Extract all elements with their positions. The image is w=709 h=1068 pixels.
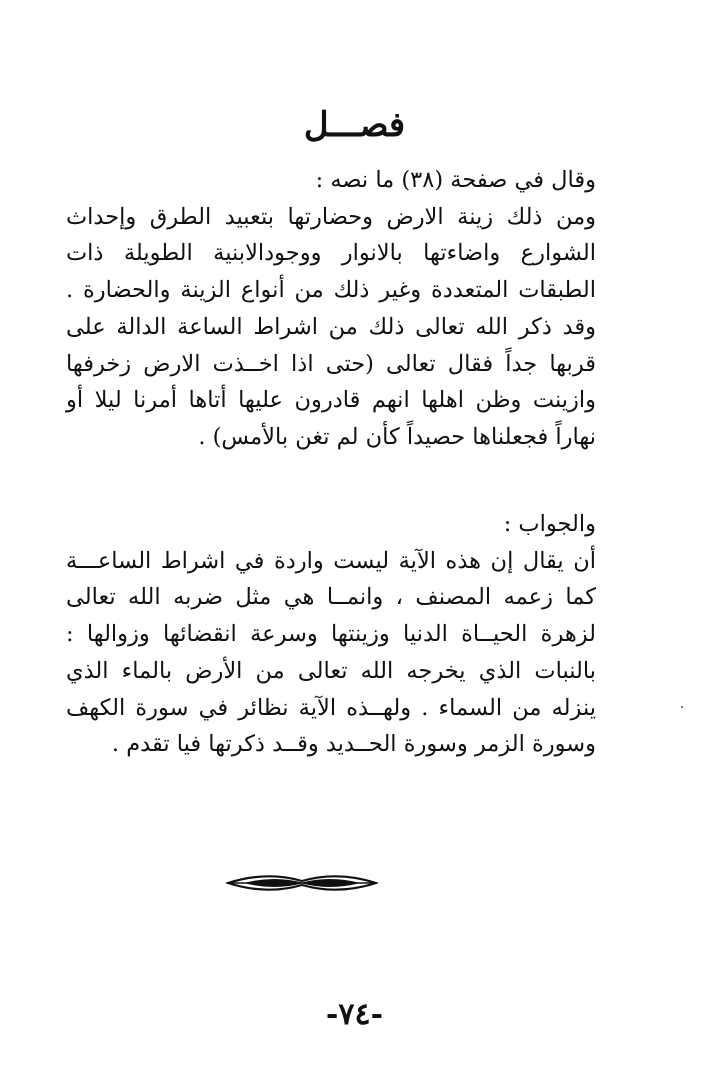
section-heading: فصـــل — [303, 105, 406, 145]
page-number: -٧٤- — [325, 997, 384, 1032]
answer-paragraph: أن يقال إن هذه الآية ليست واردة في اشراط الساعـــة كما زعمه المصنف ، وانمــا هي مثل ضربه الله تعالى لزهرة الحيــاة الدنيا وزينتها وسرعة انقضائها وزوالها : بالنبات الذي يخرجه الله تعالى من الأرض بالماء الذي ينزله من السماء . ولهــذه الآية نظائر في سورة الكهف وسورة الزمر وسورة الحــديد وقــد ذكرتها فيا تقدم . — [66, 547, 596, 758]
first-passage — [66, 162, 596, 456]
divider-ornament-icon — [226, 872, 378, 894]
answer-heading: والجواب : — [503, 511, 596, 537]
answer-passage — [66, 506, 596, 763]
intro-line: وقال في صفحة (٣٨) ما نصه : — [315, 167, 596, 193]
scan-speck — [681, 706, 683, 708]
quoted-paragraph: ومن ذلك زينة الارض وحضارتها بتعبيد الطرق وإحداث الشوارع واضاءتها بالانوار ووجودالابنية الطويلة ذات الطبقات المتعددة وغير ذلك من أنواع الزينة والحضارة . وقد ذكر الله تعالى ذلك من اشراط الساعة الدالة على قربها جداً فقال تعالى (حتى اذا اخــذت الارض زخرفها وازينت وظن اهلها انهم قادرون عليها أتاها أمرنا ليلا أو نهاراً فجعلناها حصيداً كأن لم تغن بالأمس) . — [66, 203, 596, 450]
